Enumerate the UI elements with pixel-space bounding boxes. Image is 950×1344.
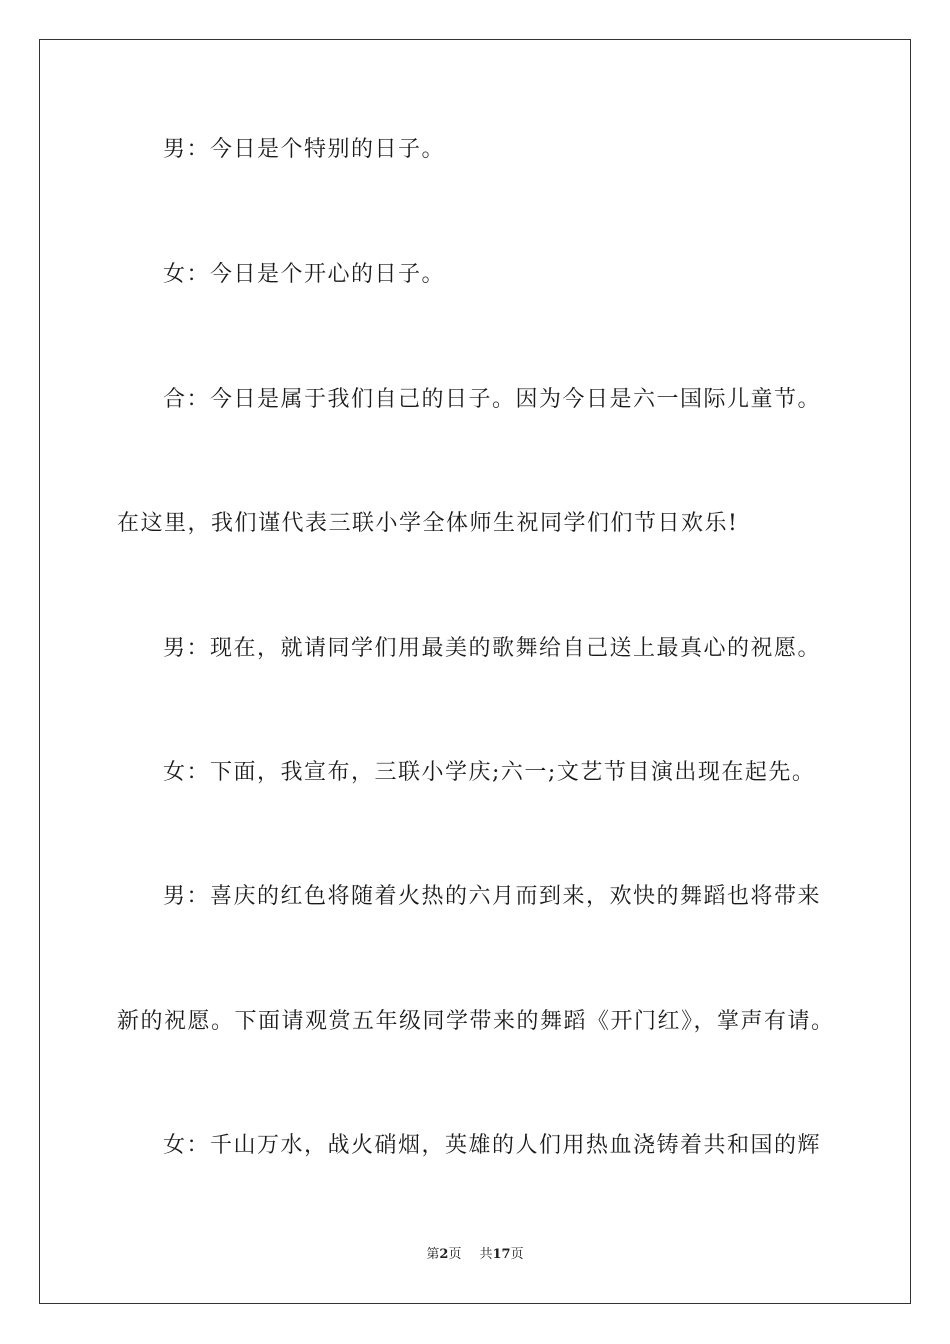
page-number: 2 (439, 1247, 449, 1262)
text-line: 女：千山万水，战火硝烟，英雄的人们用热血浇铸着共和国的辉 (163, 1133, 822, 1158)
text-line: 男：今日是个特别的日子。 (163, 137, 446, 162)
text-line: 男：现在，就请同学们用最美的歌舞给自己送上最真心的祝愿。 (163, 636, 822, 661)
text-line: 合：今日是属于我们自己的日子。因为今日是六一国际儿童节。 (163, 387, 822, 412)
page-border (39, 39, 911, 1304)
text-line: 女：下面，我宣布，三联小学庆;六一;文艺节目演出现在起先。 (163, 760, 816, 785)
total-pages: 17 (492, 1247, 511, 1262)
page-prefix: 第 (426, 1247, 440, 1262)
text-line: 在这里，我们谨代表三联小学全体师生祝同学们们节日欢乐! (117, 511, 739, 536)
total-suffix: 页 (510, 1247, 524, 1262)
total-prefix: 共 (479, 1247, 493, 1262)
text-line: 男：喜庆的红色将随着火热的六月而到来，欢快的舞蹈也将带来 (163, 884, 822, 909)
text-line: 新的祝愿。下面请观赏五年级同学带来的舞蹈《开门红》，掌声有请。 (117, 1009, 835, 1034)
page-footer (0, 1246, 950, 1264)
page-suffix: 页 (448, 1247, 462, 1262)
text-line: 女：今日是个开心的日子。 (163, 262, 446, 287)
